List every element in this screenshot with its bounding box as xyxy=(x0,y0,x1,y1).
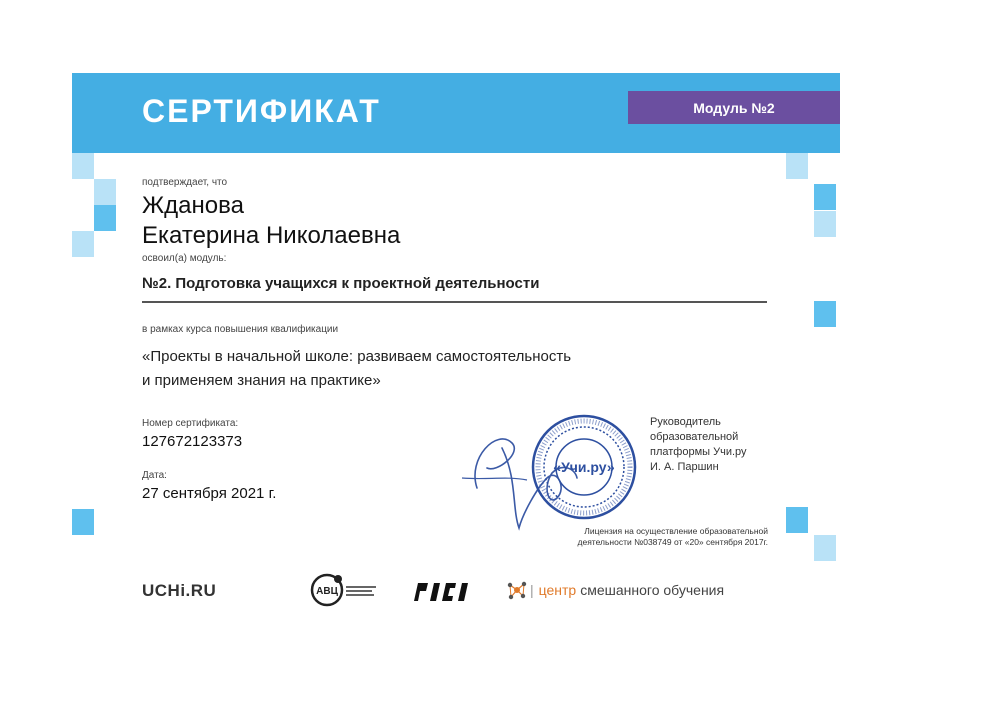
license-text xyxy=(550,526,768,548)
decor-square xyxy=(814,535,836,561)
separator: | xyxy=(530,582,534,598)
certificate xyxy=(72,73,840,633)
center-name: смешанного обучения xyxy=(580,582,725,598)
course-title-line: и применяем знания на практике» xyxy=(142,372,381,389)
decor-square xyxy=(94,205,116,231)
license-line: деятельности №038749 от «20» сентября 2017г. xyxy=(577,537,768,547)
recipient-surname: Жданова xyxy=(142,192,244,219)
stamp-text: «Учи.ру» xyxy=(553,459,615,475)
center-prefix: центр xyxy=(538,582,577,598)
module-badge: Модуль №2 xyxy=(628,91,840,124)
decor-square xyxy=(786,153,808,179)
certificate-title: СЕРТИФИКАТ xyxy=(142,93,381,129)
date-label: Дата: xyxy=(142,470,167,481)
network-icon xyxy=(506,579,528,601)
decor-square xyxy=(72,509,94,535)
recipient-name xyxy=(142,191,400,251)
license-line: Лицензия на осуществление образовательной xyxy=(584,526,768,536)
decor-square xyxy=(814,211,836,237)
decor-square xyxy=(94,179,116,205)
cert-number-label: Номер сертификата: xyxy=(142,418,239,429)
avc-logo xyxy=(310,573,380,607)
decor-square xyxy=(814,184,836,210)
confirms-label: подтверждает, что xyxy=(142,177,228,188)
signatory-role-line: Руководитель xyxy=(650,416,721,428)
signatory-name: И. А. Паршин xyxy=(650,461,719,473)
decor-square xyxy=(814,301,836,327)
cert-date: 27 сентября 2021 г. xyxy=(142,485,277,502)
decor-square xyxy=(786,507,808,533)
mastered-label: освоил(а) модуль: xyxy=(142,253,227,264)
course-label: в рамках курса повышения квалификации xyxy=(142,324,339,335)
recipient-given-names: Екатерина Николаевна xyxy=(142,222,401,249)
official-stamp xyxy=(530,413,638,521)
divider xyxy=(142,301,767,303)
course-title xyxy=(142,345,571,393)
cert-number: 127672123373 xyxy=(142,433,243,450)
uchi-logo: UCHi.RU xyxy=(142,581,217,600)
module-title: №2. Подготовка учащихся к проектной деятельности xyxy=(142,275,540,292)
svg-text:АВЦ: АВЦ xyxy=(316,586,338,597)
signatory-role-line: образовательной xyxy=(650,431,739,443)
blended-learning-center-logo xyxy=(506,579,724,601)
decor-square xyxy=(72,231,94,257)
signatory-role xyxy=(650,415,747,475)
rici-logo xyxy=(412,579,470,603)
course-title-line: «Проекты в начальной школе: развиваем самостоятельность xyxy=(142,348,572,365)
signatory-role-line: платформы Учи.ру xyxy=(650,446,747,458)
decor-square xyxy=(72,153,94,179)
